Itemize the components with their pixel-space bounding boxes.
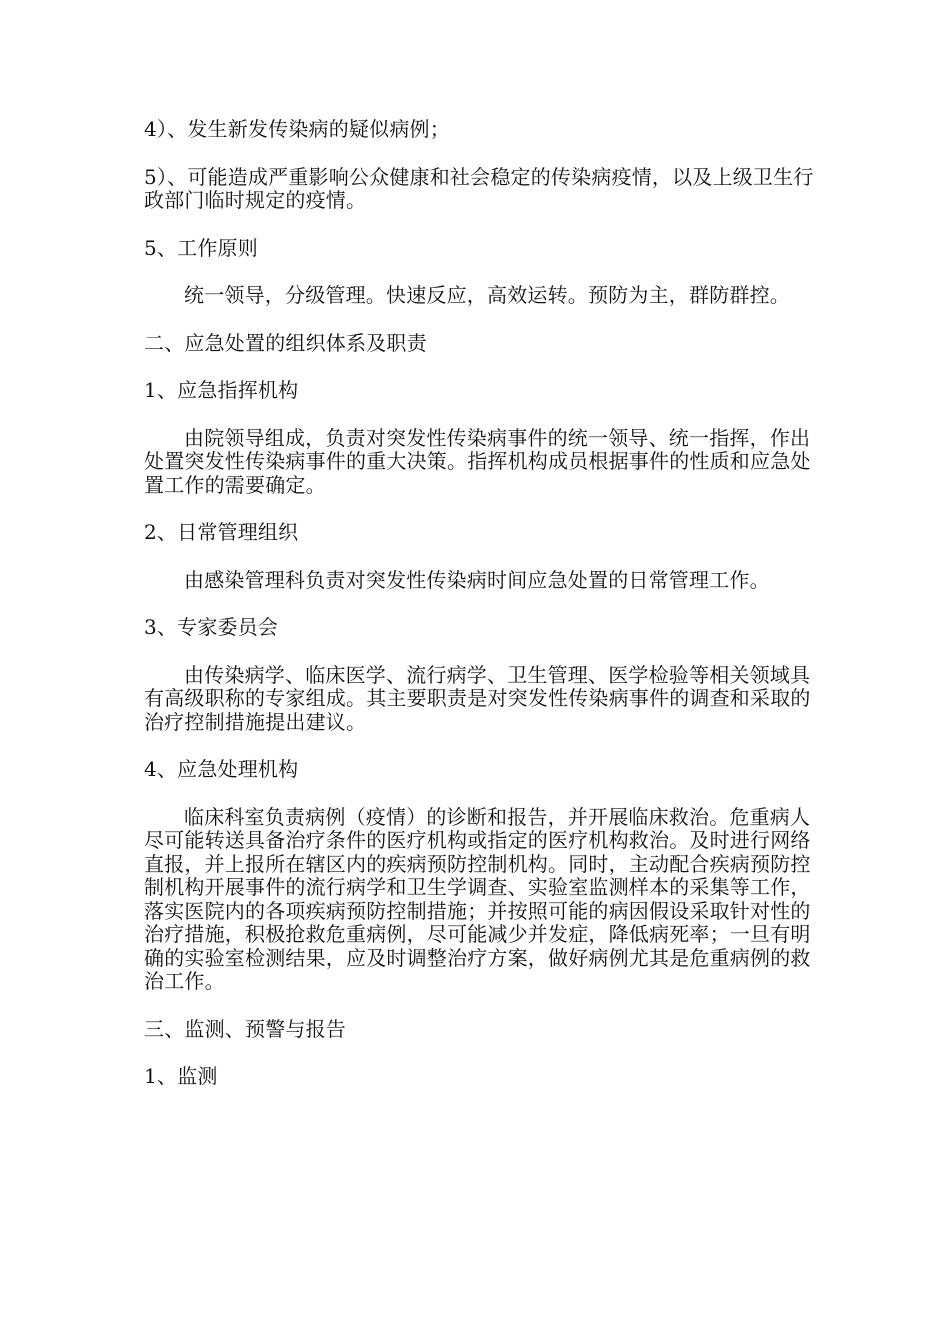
chapter-heading-organization: 二、应急处置的组织体系及职责 bbox=[144, 330, 427, 355]
document-body bbox=[144, 118, 816, 1089]
section-heading-daily-management: 2、日常管理组织 bbox=[144, 520, 299, 544]
section-heading-command: 1、应急指挥机构 bbox=[144, 378, 299, 402]
chapter-heading-monitoring: 三、监测、预警与报告 bbox=[144, 1016, 346, 1041]
section-heading-monitoring: 1、监测 bbox=[144, 1064, 218, 1088]
section-heading-work-principle: 5、工作原则 bbox=[144, 235, 258, 260]
paragraph-command: 由院领导组成，负责对突发性传染病事件的统一领导、统一指挥，作出处置突发性传染病事件的重大决策。指挥机构成员根据事件的性质和应急处置工作的需要确定。 bbox=[144, 425, 811, 497]
section-heading-emergency-agency: 4、应急处理机构 bbox=[144, 757, 299, 781]
paragraph-daily-management: 由感染管理科负责对突发性传染病时间应急处置的日常管理工作。 bbox=[184, 567, 770, 592]
paragraph-expert-committee: 由传染病学、临床医学、流行病学、卫生管理、医学检验等相关领域具有高级职称的专家组成。其主要职责是对突发性传染病事件的调查和采取的治疗控制措施提出建议。 bbox=[144, 662, 811, 734]
paragraph-emergency-agency: 临床科室负责病例（疫情）的诊断和报告，并开展临床救治。危重病人尽可能转送具备治疗条件的医疗机构或指定的医疗机构救治。及时进行网络直报，并上报所在辖区内的疾病预防控制机构。同时，主动配合疾病预防控制机构开展事件的流行病学和卫生学调查、实验室监测样本的采集等工作，落实医院内的各项疾病预防控制措施；并按照可能的病因假设采取针对性的治疗措施，积极抢救危重病例，尽可能减少并发症，降低病死率；一旦有明确的实验室检测结果，应及时调整治疗方案，做好病例尤其是危重病例的救治工作。 bbox=[144, 804, 811, 993]
paragraph-work-principle: 统一领导，分级管理。快速反应，高效运转。预防为主，群防群控。 bbox=[184, 283, 790, 307]
list-item-4: 4）、发生新发传染病的疑似病例； bbox=[144, 117, 450, 141]
list-item-5: 5）、可能造成严重影响公众健康和社会稳定的传染病疫情，以及上级卫生行政部门临时规定的疫情。 bbox=[144, 164, 814, 212]
section-heading-expert-committee: 3、专家委员会 bbox=[144, 615, 279, 639]
